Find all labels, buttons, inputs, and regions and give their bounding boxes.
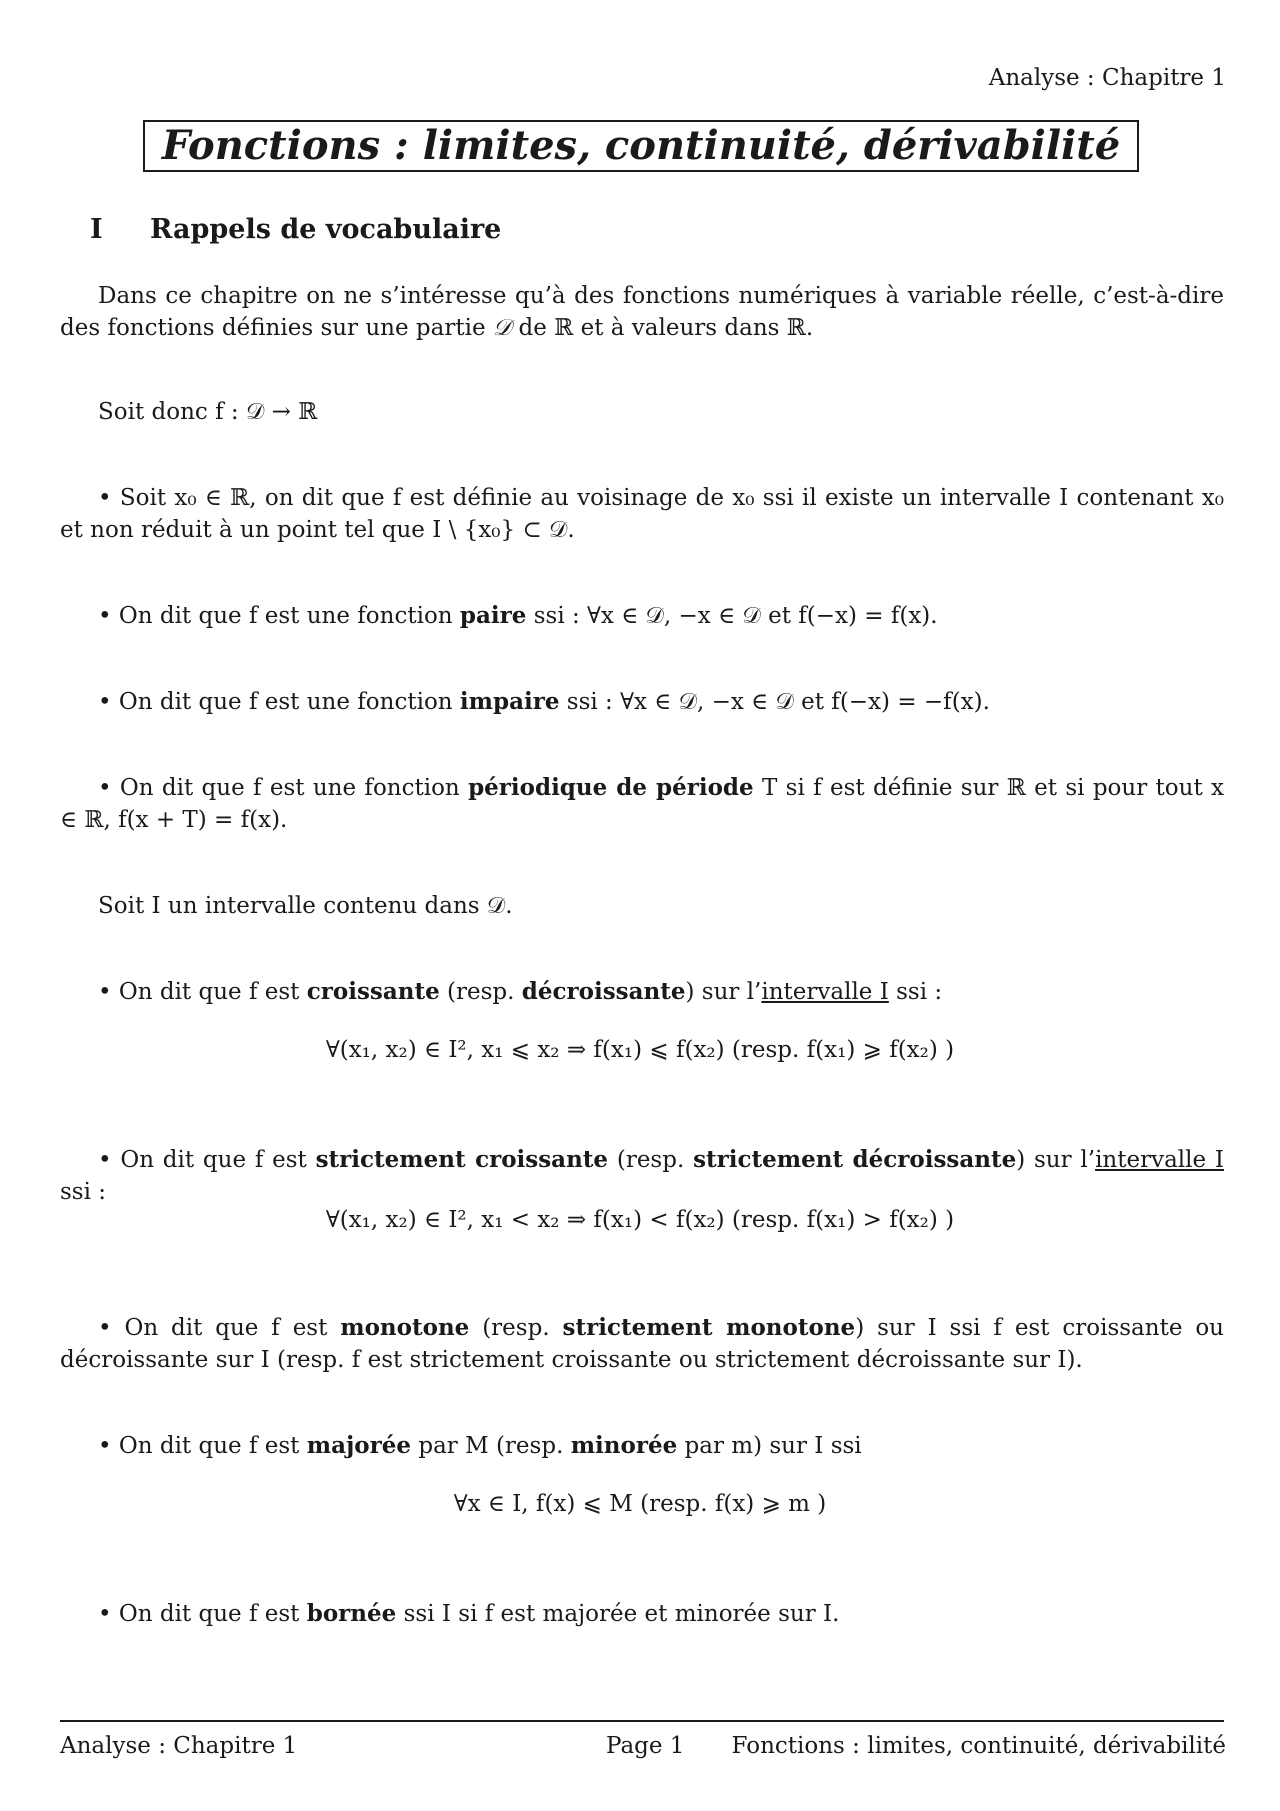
formula-croissante: ∀(x₁, x₂) ∈ I², x₁ ⩽ x₂ ⇒ f(x₁) ⩽ f(x₂) (resp. f(x₁) ⩾ f(x₂) ) xyxy=(325,1037,955,1063)
footer-rule xyxy=(60,1720,1224,1722)
majoree-post: par m) sur I ssi xyxy=(677,1433,862,1459)
bornee-pre: • On dit que f est xyxy=(98,1601,307,1627)
periodique-post: T si f est définie sur ℝ et si pour tout x ∈ ℝ, f(x + T) = f(x). xyxy=(60,775,1224,833)
intro-text-1: Dans ce chapitre on ne s’intéresse qu’à des fonctions numériques à variable réelle, c’est-à-dire des fonctions définies sur une partie xyxy=(60,283,1224,341)
running-head: Analyse : Chapitre 1 xyxy=(988,65,1226,91)
impaire-pre: • On dit que f est une fonction xyxy=(98,689,460,715)
impaire-post: ssi : ∀x ∈ 𝒟, −x ∈ 𝒟 et f(−x) = −f(x). xyxy=(559,689,990,715)
footer-right: Fonctions : limites, continuité, dérivabilité xyxy=(731,1733,1226,1759)
croissante-pre: • On dit que f est xyxy=(98,979,307,1005)
decroissante-term: décroissante xyxy=(521,978,686,1005)
monotone-term: monotone xyxy=(340,1314,470,1341)
croissante-mid1: (resp. xyxy=(439,979,522,1005)
intro-text-2: de ℝ et à valeurs dans ℝ. xyxy=(511,315,814,341)
formula-strict: ∀(x₁, x₂) ∈ I², x₁ < x₂ ⇒ f(x₁) < f(x₂) (resp. f(x₁) > f(x₂) ) xyxy=(325,1207,955,1233)
definition-bornee xyxy=(60,1598,1224,1630)
chapter-title: Fonctions : limites, continuité, dérivabilité xyxy=(143,120,1139,172)
croissante-mid2: ) sur l’ xyxy=(685,979,762,1005)
monotone-pre: • On dit que f est xyxy=(98,1315,341,1341)
strict-intervalle: intervalle I xyxy=(1095,1147,1224,1173)
strict-post: ssi : xyxy=(60,1179,107,1205)
footer-page-number: Page 1 xyxy=(606,1733,685,1759)
monotone-post: ) sur I ssi f est croissante ou décroissante sur I (resp. f est strictement croissante ou strictement décroissante sur I). xyxy=(60,1315,1224,1373)
croissante-term: croissante xyxy=(306,978,440,1005)
croissante-intervalle: intervalle I xyxy=(761,979,889,1005)
impaire-term: impaire xyxy=(459,688,560,715)
paire-pre: • On dit que f est une fonction xyxy=(98,603,460,629)
section-number: I xyxy=(90,214,103,245)
strict-pre: • On dit que f est xyxy=(98,1147,316,1173)
soit-f-line: Soit donc f : 𝒟 → ℝ xyxy=(98,399,318,425)
footer-left: Analyse : Chapitre 1 xyxy=(60,1733,298,1759)
strict-mid1: (resp. xyxy=(608,1147,694,1173)
strict-decroissante-term: strictement décroissante xyxy=(693,1146,1017,1173)
strict-croissante-term: strictement croissante xyxy=(315,1146,609,1173)
periodique-pre: • On dit que f est une fonction xyxy=(98,775,469,801)
definition-majoree xyxy=(60,1430,1224,1462)
periodique-term: périodique de période xyxy=(468,774,754,801)
definition-strict xyxy=(60,1144,1224,1208)
strict-mid2: ) sur l’ xyxy=(1016,1147,1096,1173)
bornee-term: bornée xyxy=(306,1600,397,1627)
intro-domain-symbol: 𝒟 xyxy=(492,315,512,341)
definition-impaire xyxy=(60,686,1224,718)
majoree-mid1: par M (resp. xyxy=(411,1433,571,1459)
paire-post: ssi : ∀x ∈ 𝒟, −x ∈ 𝒟 et f(−x) = f(x). xyxy=(526,603,938,629)
soit-I-line: Soit I un intervalle contenu dans 𝒟. xyxy=(98,893,513,919)
strict-monotone-term: strictement monotone xyxy=(562,1314,856,1341)
section-title: Rappels de vocabulaire xyxy=(150,214,502,245)
definition-voisinage: • Soit x₀ ∈ ℝ, on dit que f est définie au voisinage de x₀ ssi il existe un intervalle I contenant x₀ et non réduit à un point tel que I \ {x₀} ⊂ 𝒟. xyxy=(60,485,1224,543)
definition-croissante xyxy=(60,976,1224,1008)
monotone-mid1: (resp. xyxy=(469,1315,563,1341)
intro-paragraph xyxy=(60,280,1224,344)
majoree-pre: • On dit que f est xyxy=(98,1433,307,1459)
majoree-term: majorée xyxy=(306,1432,412,1459)
definition-monotone xyxy=(60,1312,1224,1376)
definition-paire xyxy=(60,600,1224,632)
definition-periodique xyxy=(60,772,1224,836)
croissante-post: ssi : xyxy=(888,979,943,1005)
paire-term: paire xyxy=(459,602,527,629)
bornee-post: ssi I si f est majorée et minorée sur I. xyxy=(396,1601,840,1627)
formula-majoree: ∀x ∈ I, f(x) ⩽ M (resp. f(x) ⩾ m ) xyxy=(453,1491,827,1517)
minoree-term: minorée xyxy=(570,1432,678,1459)
